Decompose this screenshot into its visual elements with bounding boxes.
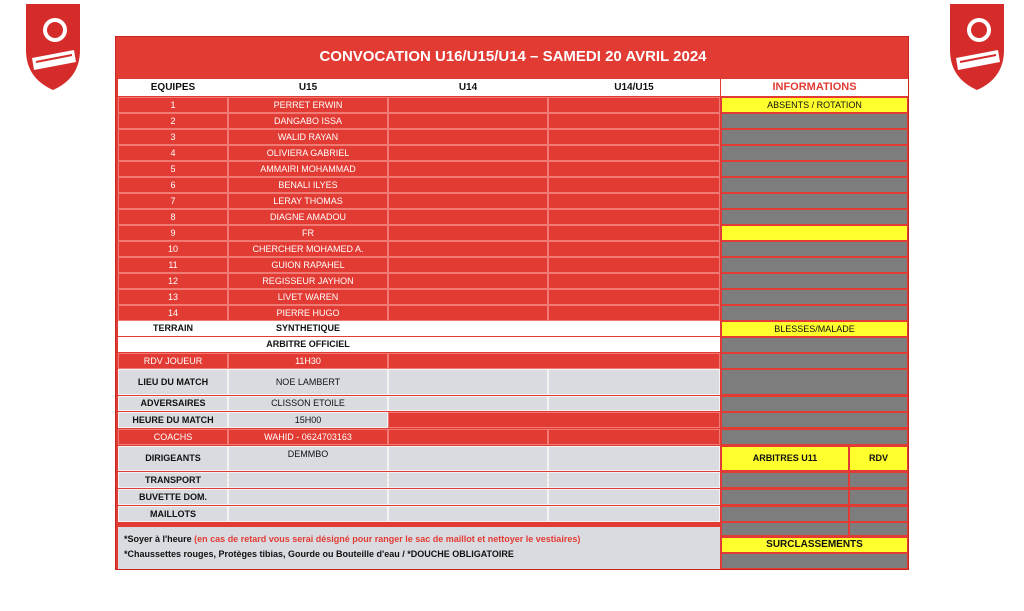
player-slot-u14	[388, 209, 548, 225]
player-number: 2	[118, 113, 228, 129]
arbitre-rdv-slot	[849, 472, 908, 488]
player-name-u15: BENALI ILYES	[228, 177, 388, 193]
player-number: 6	[118, 177, 228, 193]
rdv-label: RDV JOUEUR	[118, 353, 228, 369]
player-slot-u14	[388, 257, 548, 273]
absents-rotation-label: ABSENTS / ROTATION	[721, 97, 908, 113]
transport-label: TRANSPORT	[118, 472, 228, 488]
terrain-blank	[388, 321, 720, 336]
heure-label: HEURE DU MATCH	[118, 412, 228, 428]
lieu-u14	[388, 369, 548, 395]
player-slot-u14	[388, 113, 548, 129]
info-row	[721, 209, 908, 225]
player-name-u15: LERAY THOMAS	[228, 193, 388, 209]
info-row	[721, 429, 908, 445]
info-row	[721, 337, 908, 353]
player-slot-u14-u15	[548, 193, 720, 209]
info-row	[721, 241, 908, 257]
player-name-u15: PERRET ERWIN	[228, 97, 388, 113]
rdv-value: 11H30	[228, 353, 388, 369]
info-row	[721, 257, 908, 273]
maillots-u14-u15	[548, 506, 720, 522]
header-u14-u15: U14/U15	[548, 79, 720, 96]
player-name-u15: CHERCHER MOHAMED A.	[228, 241, 388, 257]
player-slot-u14-u15	[548, 145, 720, 161]
player-name-u15: REGISSEUR JAYHON	[228, 273, 388, 289]
buvette-u15	[228, 489, 388, 505]
transport-u14	[388, 472, 548, 488]
player-slot-u14	[388, 305, 548, 321]
player-slot-u14	[388, 289, 548, 305]
player-slot-u14-u15	[548, 161, 720, 177]
player-slot-u14	[388, 129, 548, 145]
coachs-u14	[388, 429, 548, 445]
player-name-u15: PIERRE HUGO	[228, 305, 388, 321]
club-crest-logo-right	[946, 0, 1008, 92]
surclassements-row	[721, 553, 908, 569]
info-row	[721, 129, 908, 145]
player-number: 1	[118, 97, 228, 113]
player-slot-u14	[388, 193, 548, 209]
terrain-value: SYNTHETIQUE	[228, 321, 388, 336]
maillots-label: MAILLOTS	[118, 506, 228, 522]
heure-value: 15H00	[228, 412, 388, 428]
note-line-1-warning: (en cas de retard vous serai désigné pour ranger le sac de maillot et nettoyer le vestiaires)	[194, 534, 581, 544]
info-row	[721, 161, 908, 177]
player-name-u15: DIAGNE AMADOU	[228, 209, 388, 225]
blesses-malade-label: BLESSES/MALADE	[721, 321, 908, 337]
player-name-u15: GUION RAPAHEL	[228, 257, 388, 273]
player-slot-u14	[388, 161, 548, 177]
arbitre-row	[118, 337, 720, 352]
player-number: 7	[118, 193, 228, 209]
note-line-1-start: *Soyer à l'heure	[124, 534, 195, 544]
arbitres-u11-label: ARBITRES U11	[721, 446, 849, 471]
player-number: 3	[118, 129, 228, 145]
rdv-info-label: RDV	[849, 446, 908, 471]
info-row	[721, 412, 908, 428]
buvette-u14-u15	[548, 489, 720, 505]
player-number: 5	[118, 161, 228, 177]
player-slot-u14-u15	[548, 113, 720, 129]
player-name-u15: FR	[228, 225, 388, 241]
heure-blank	[388, 412, 720, 428]
adversaires-value: CLISSON ETOILE	[228, 396, 388, 411]
arbitre-value: ARBITRE OFFICIEL	[228, 337, 388, 352]
player-slot-u14	[388, 145, 548, 161]
arbitre-slot	[721, 489, 849, 505]
header-u14: U14	[388, 79, 548, 96]
player-number: 4	[118, 145, 228, 161]
player-slot-u14-u15	[548, 289, 720, 305]
club-crest-logo-left	[22, 0, 84, 92]
convocation-sheet	[115, 36, 909, 570]
info-row	[721, 145, 908, 161]
info-row	[721, 177, 908, 193]
info-row	[721, 396, 908, 412]
player-name-u15: WALID RAYAN	[228, 129, 388, 145]
info-row	[721, 369, 908, 395]
player-number: 12	[118, 273, 228, 289]
transport-u15	[228, 472, 388, 488]
transport-u14-u15	[548, 472, 720, 488]
adversaires-u14-u15	[548, 396, 720, 411]
maillots-u14	[388, 506, 548, 522]
arbitre-rdv-slot	[849, 489, 908, 505]
info-row	[721, 305, 908, 321]
player-slot-u14	[388, 273, 548, 289]
arbitre-slot	[721, 506, 849, 522]
arbitre-slot	[721, 522, 849, 536]
info-row	[721, 289, 908, 305]
header-u15: U15	[228, 79, 388, 96]
player-slot-u14	[388, 97, 548, 113]
dirigeants-u14-u15	[548, 446, 720, 471]
lieu-u14-u15	[548, 369, 720, 395]
player-slot-u14-u15	[548, 97, 720, 113]
player-slot-u14-u15	[548, 273, 720, 289]
lieu-label: LIEU DU MATCH	[118, 369, 228, 395]
player-slot-u14-u15	[548, 129, 720, 145]
coachs-value: WAHID - 0624703163	[228, 429, 388, 445]
coachs-label: COACHS	[118, 429, 228, 445]
header-equipes: EQUIPES	[118, 79, 228, 96]
dirigeants-u14	[388, 446, 548, 471]
player-slot-u14-u15	[548, 241, 720, 257]
player-slot-u14-u15	[548, 209, 720, 225]
sheet-title: CONVOCATION U16/U15/U14 – SAMEDI 20 AVRIL 2024	[319, 48, 707, 65]
info-highlight-row	[721, 225, 908, 241]
lieu-value: NOE LAMBERT	[228, 369, 388, 395]
info-row	[721, 353, 908, 369]
maillots-u15	[228, 506, 388, 522]
player-name-u15: LIVET WAREN	[228, 289, 388, 305]
dirigeants-value: DEMMBO	[228, 446, 388, 471]
player-slot-u14-u15	[548, 257, 720, 273]
note-line-2: *Chaussettes rouges, Protèges tibias, Gourde ou Bouteille d'eau / *DOUCHE OBLIGATOIRE	[124, 549, 514, 559]
buvette-u14	[388, 489, 548, 505]
rdv-blank	[388, 353, 720, 369]
player-slot-u14	[388, 177, 548, 193]
player-slot-u14-u15	[548, 177, 720, 193]
adversaires-u14	[388, 396, 548, 411]
adversaires-label: ADVERSAIRES	[118, 396, 228, 411]
info-row	[721, 113, 908, 129]
player-number: 11	[118, 257, 228, 273]
info-row	[721, 193, 908, 209]
info-row	[721, 273, 908, 289]
player-name-u15: AMMAIRI MOHAMMAD	[228, 161, 388, 177]
player-name-u15: OLIVIERA GABRIEL	[228, 145, 388, 161]
player-slot-u14-u15	[548, 225, 720, 241]
header-informations: INFORMATIONS	[721, 79, 908, 96]
arbitre-rdv-slot	[849, 506, 908, 522]
player-slot-u14	[388, 241, 548, 257]
terrain-label: TERRAIN	[118, 321, 228, 336]
arbitre-rdv-slot	[849, 522, 908, 536]
dirigeants-label: DIRIGEANTS	[118, 446, 228, 471]
player-number: 9	[118, 225, 228, 241]
player-number: 8	[118, 209, 228, 225]
player-name-u15: DANGABO ISSA	[228, 113, 388, 129]
player-number: 14	[118, 305, 228, 321]
player-slot-u14	[388, 225, 548, 241]
player-slot-u14-u15	[548, 305, 720, 321]
surclassements-label: SURCLASSEMENTS	[721, 537, 908, 553]
player-number: 13	[118, 289, 228, 305]
player-number: 10	[118, 241, 228, 257]
note-line-1	[124, 532, 714, 547]
buvette-label: BUVETTE DOM.	[118, 489, 228, 505]
notes-box	[118, 527, 720, 569]
coachs-u14-u15	[548, 429, 720, 445]
arbitre-slot	[721, 472, 849, 488]
